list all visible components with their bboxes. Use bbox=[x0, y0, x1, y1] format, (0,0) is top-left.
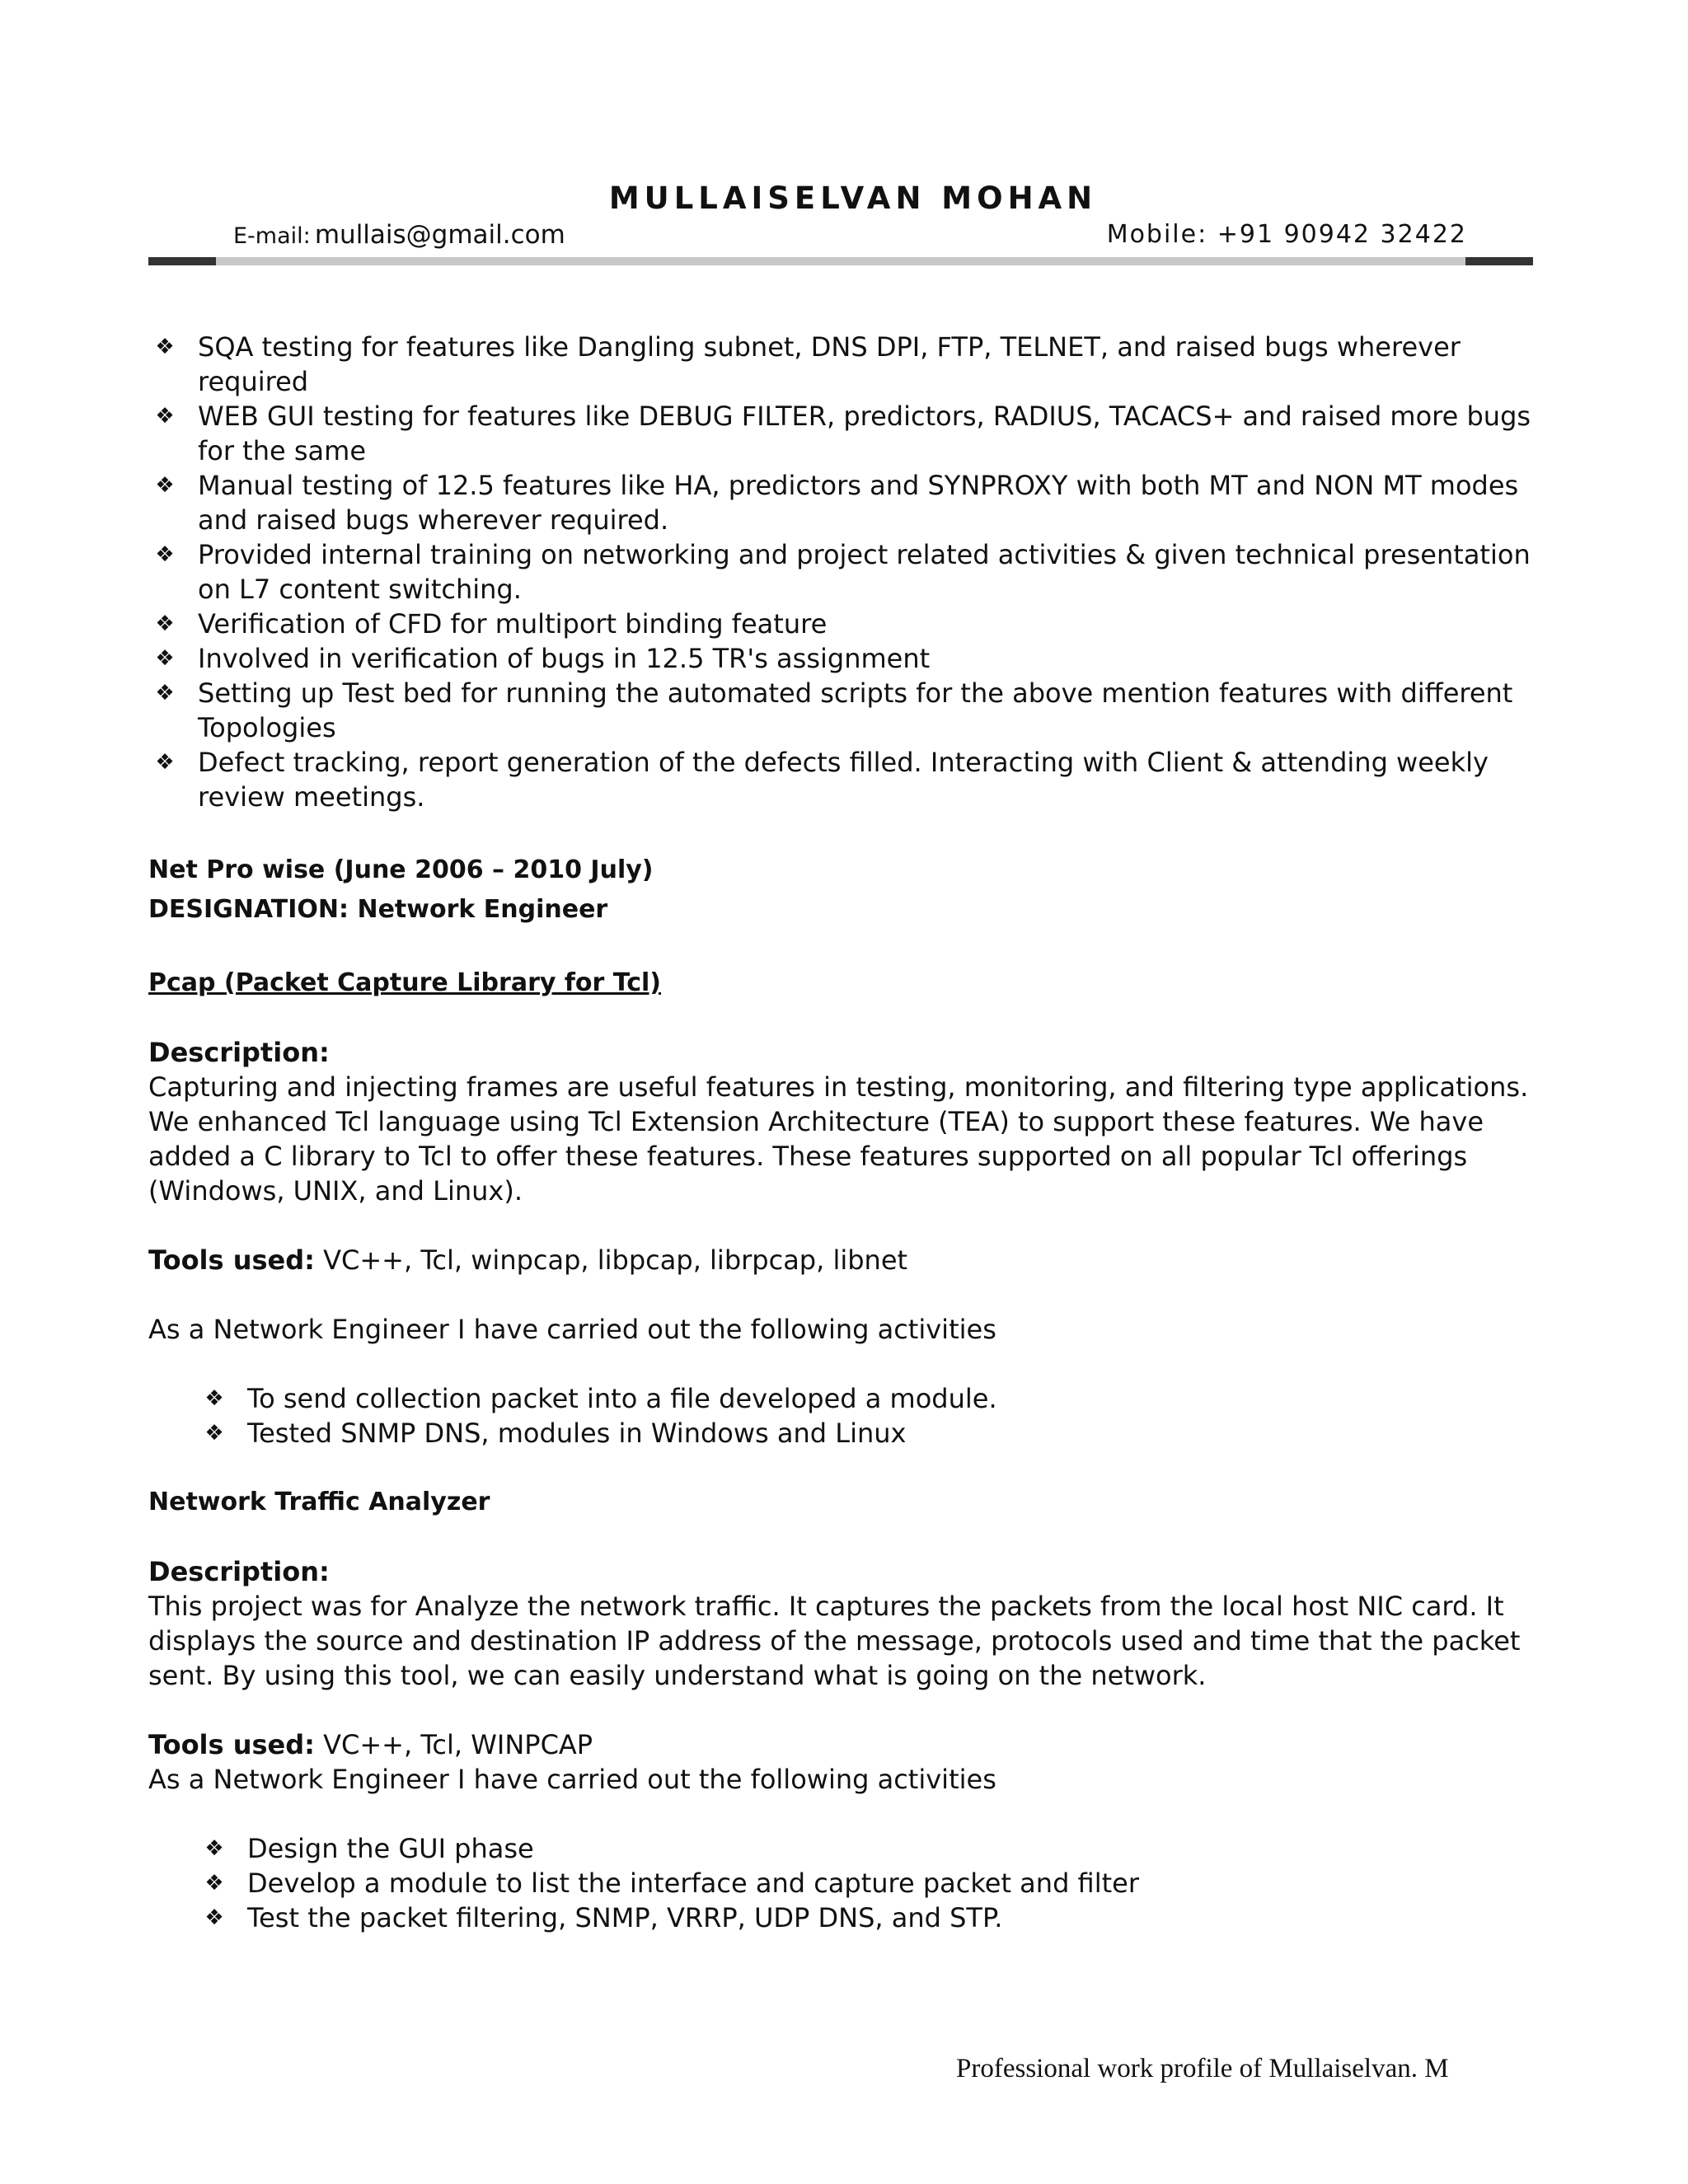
description-label: Description: bbox=[148, 1556, 330, 1587]
diamond-bullet-icon: ❖ bbox=[155, 681, 175, 705]
tools-line bbox=[148, 1243, 1533, 1277]
diamond-bullet-icon: ❖ bbox=[204, 1871, 224, 1896]
list-item: ❖ Involved in verification of bugs in 12.5 TR's assignment bbox=[148, 641, 1533, 676]
diamond-bullet-icon: ❖ bbox=[155, 612, 175, 636]
description-label: Description: bbox=[148, 1037, 330, 1068]
list-item: ❖ Tested SNMP DNS, modules in Windows and Linux bbox=[148, 1416, 1533, 1451]
tools-label: Tools used: bbox=[148, 1729, 315, 1760]
diamond-bullet-icon: ❖ bbox=[204, 1386, 224, 1411]
diamond-bullet-icon: ❖ bbox=[155, 404, 175, 429]
list-item: ❖ To send collection packet into a file developed a module. bbox=[148, 1381, 1533, 1416]
email-line bbox=[233, 218, 565, 252]
list-item: ❖ Provided internal training on networking and project related activities & given technical presentation on L7 content switching. bbox=[148, 537, 1533, 607]
project-title: Network Traffic Analyzer bbox=[148, 1488, 490, 1516]
candidate-name: MULLAISELVAN MOHAN bbox=[608, 180, 1098, 216]
page-footer: Professional work profile of Mullaiselvan. M bbox=[956, 2054, 1449, 2083]
list-item: ❖ Verification of CFD for multiport binding feature bbox=[148, 607, 1533, 641]
list-item: ❖ Develop a module to list the interface and capture packet and filter bbox=[148, 1866, 1533, 1900]
activities-list bbox=[148, 1831, 1533, 1935]
resume-body bbox=[148, 330, 1533, 1935]
tools-value: VC++, Tcl, WINPCAP bbox=[323, 1729, 593, 1760]
list-item: ❖ Setting up Test bed for running the automated scripts for the above mention features with different Topologies bbox=[148, 676, 1533, 745]
responsibilities-list bbox=[148, 330, 1533, 814]
tools-value: VC++, Tcl, winpcap, libpcap, librpcap, libnet bbox=[323, 1244, 908, 1276]
diamond-bullet-icon: ❖ bbox=[155, 646, 175, 671]
diamond-bullet-icon: ❖ bbox=[155, 335, 175, 359]
email-label: E-mail: bbox=[233, 223, 311, 249]
list-item: ❖ WEB GUI testing for features like DEBUG FILTER, predictors, RADIUS, TACACS+ and raised more bugs for the same bbox=[148, 399, 1533, 468]
activities-intro: As a Network Engineer I have carried out the following activities bbox=[148, 1314, 996, 1345]
header-divider bbox=[148, 257, 1533, 265]
designation-heading: DESIGNATION: Network Engineer bbox=[148, 895, 608, 924]
company-heading: Net Pro wise (June 2006 – 2010 July) bbox=[148, 855, 654, 884]
diamond-bullet-icon: ❖ bbox=[155, 750, 175, 775]
activities-intro: As a Network Engineer I have carried out the following activities bbox=[148, 1764, 996, 1795]
divider-right-cap bbox=[1465, 257, 1533, 265]
diamond-bullet-icon: ❖ bbox=[204, 1836, 224, 1861]
list-item: ❖ Design the GUI phase bbox=[148, 1831, 1533, 1866]
diamond-bullet-icon: ❖ bbox=[155, 473, 175, 498]
resume-header bbox=[148, 180, 1533, 265]
activities-list bbox=[148, 1381, 1533, 1451]
email-address: mullais@gmail.com bbox=[314, 220, 565, 250]
tools-line bbox=[148, 1727, 1533, 1762]
project-title: Pcap (Packet Capture Library for Tcl) bbox=[148, 968, 662, 997]
project-description: This project was for Analyze the network traffic. It captures the packets from the local host NIC card. It displays the source and destination IP address of the message, protocols used and time that the packet sent. By using this tool, we can easily understand what is going on the network. bbox=[148, 1591, 1521, 1691]
diamond-bullet-icon: ❖ bbox=[204, 1905, 224, 1930]
tools-label: Tools used: bbox=[148, 1244, 315, 1276]
diamond-bullet-icon: ❖ bbox=[155, 542, 175, 567]
list-item: ❖ Test the packet filtering, SNMP, VRRP, UDP DNS, and STP. bbox=[148, 1900, 1533, 1935]
divider-left-cap bbox=[148, 257, 216, 265]
diamond-bullet-icon: ❖ bbox=[204, 1421, 224, 1446]
contact-row bbox=[148, 218, 1533, 252]
list-item: ❖ SQA testing for features like Dangling subnet, DNS DPI, FTP, TELNET, and raised bugs wherever required bbox=[148, 330, 1533, 399]
mobile-number: Mobile: +91 90942 32422 bbox=[1106, 220, 1467, 249]
list-item: ❖ Manual testing of 12.5 features like HA, predictors and SYNPROXY with both MT and NON MT modes and raised bugs wherever required. bbox=[148, 468, 1533, 537]
project-description: Capturing and injecting frames are useful features in testing, monitoring, and filtering type applications. We enhanced Tcl language using Tcl Extension Architecture (TEA) to support these features. We have added a C library to Tcl to offer these features. These features supported on all popular Tcl offerings (Windows, UNIX, and Linux). bbox=[148, 1071, 1529, 1207]
list-item: ❖ Defect tracking, report generation of the defects filled. Interacting with Client & attending weekly review meetings. bbox=[148, 745, 1533, 814]
